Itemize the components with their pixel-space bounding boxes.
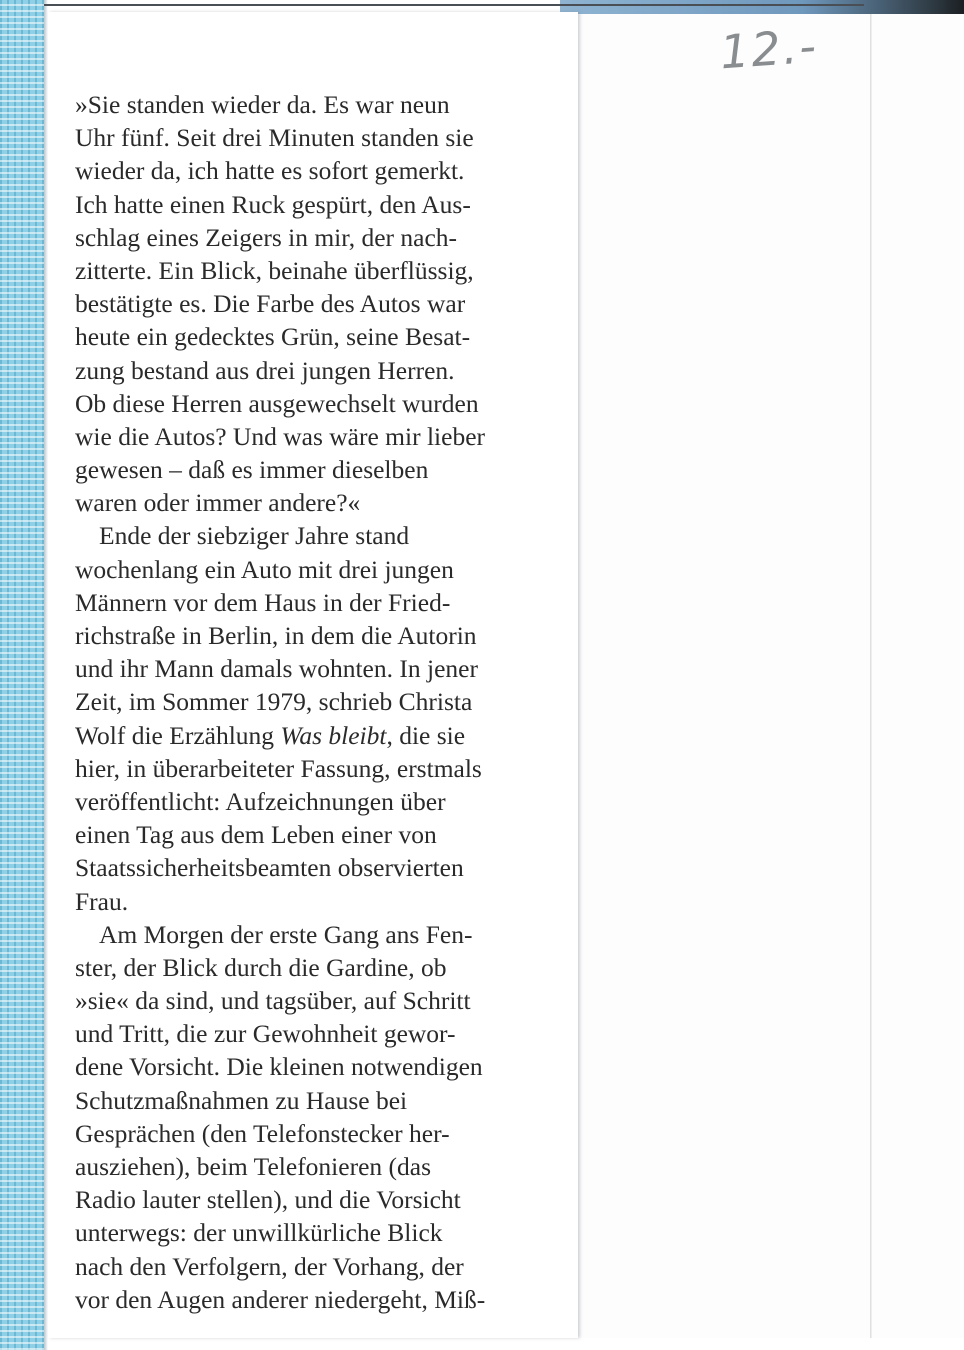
text-line: dene Vorsicht. Die kleinen notwendigen xyxy=(75,1052,483,1082)
text-line: wie die Autos? Und was wäre mir lieber xyxy=(75,421,486,451)
text-line: und ihr Mann damals wohnten. In jener xyxy=(75,654,478,684)
text-line: Staatssicherheitsbeamten observierten xyxy=(75,853,464,883)
text-line: zung bestand aus drei jungen Herren. xyxy=(75,355,455,385)
top-edge-rule xyxy=(44,4,864,6)
text-line: Radio lauter stellen), und die Vorsicht xyxy=(75,1185,461,1215)
text-line: waren oder immer andere?« xyxy=(75,488,361,518)
text-line: »sie« da sind, und tagsüber, auf Schritt xyxy=(75,986,471,1016)
text-line: nach den Verfolgern, der Vorhang, der xyxy=(75,1251,464,1281)
text-line: unterwegs: der unwillkürliche Blick xyxy=(75,1218,443,1248)
book-title-italic: Was bleibt xyxy=(280,720,387,750)
text-line: Am Morgen der erste Gang ans Fen- xyxy=(99,919,473,949)
text-line: und Tritt, die zur Gewohnheit gewor- xyxy=(75,1019,456,1049)
text-line: Uhr fünf. Seit drei Minuten standen sie xyxy=(75,123,474,153)
handwritten-price: 12.- xyxy=(718,18,820,80)
text-line: »Sie standen wieder da. Es war neun xyxy=(75,90,450,119)
text-line: Männern vor dem Haus in der Fried- xyxy=(75,587,451,617)
text-line: Zeit, im Sommer 1979, schrieb Christa xyxy=(75,687,473,717)
text-line: gewesen – daß es immer dieselben xyxy=(75,455,429,485)
text-line: hier, in überarbeiteter Fassung, erstmals xyxy=(75,753,482,783)
endpaper xyxy=(578,14,964,1338)
text-line: ster, der Blick durch die Gardine, ob xyxy=(75,952,447,982)
text-line: Ende der siebziger Jahre stand xyxy=(99,521,410,551)
cloth-spine xyxy=(0,0,44,1350)
text-line: richstraße in Berlin, in dem die Autorin xyxy=(75,621,477,650)
text-line: wochenlang ein Auto mit drei jungen xyxy=(75,554,454,584)
text-line: veröffentlicht: Aufzeichnungen über xyxy=(75,786,446,816)
text-line: ausziehen), beim Telefonieren (das xyxy=(75,1152,432,1181)
text-line: bestätigte es. Die Farbe des Autos war xyxy=(75,289,466,319)
text-line: zitterte. Ein Blick, beinahe überflüssig, xyxy=(75,255,474,285)
text-line: Frau. xyxy=(75,886,129,916)
flap-text-block xyxy=(75,88,545,1316)
text-line: heute ein gedecktes Grün, seine Besat- xyxy=(75,322,471,352)
text-line xyxy=(75,719,545,752)
text-line: vor den Augen anderer niedergeht, Miß- xyxy=(75,1284,486,1314)
text-line: Ob diese Herren ausgewechselt wurden xyxy=(75,388,479,418)
text-line: Ich hatte einen Ruck gespürt, den Aus- xyxy=(75,189,471,219)
endpaper-fold xyxy=(870,14,872,1338)
text-line-segment: Wolf die Erzählung xyxy=(75,720,281,750)
text-line: Gesprächen (den Telefonstecker her- xyxy=(75,1118,450,1148)
text-line: Schutzmaßnahmen zu Hause bei xyxy=(75,1085,408,1115)
text-line-segment: , die sie xyxy=(386,720,466,750)
text-line: schlag eines Zeigers in mir, der nach- xyxy=(75,222,458,252)
top-board-edge xyxy=(560,0,964,14)
text-line: wieder da, ich hatte es sofort gemerkt. xyxy=(75,156,465,186)
text-line: einen Tag aus dem Leben einer von xyxy=(75,820,437,850)
